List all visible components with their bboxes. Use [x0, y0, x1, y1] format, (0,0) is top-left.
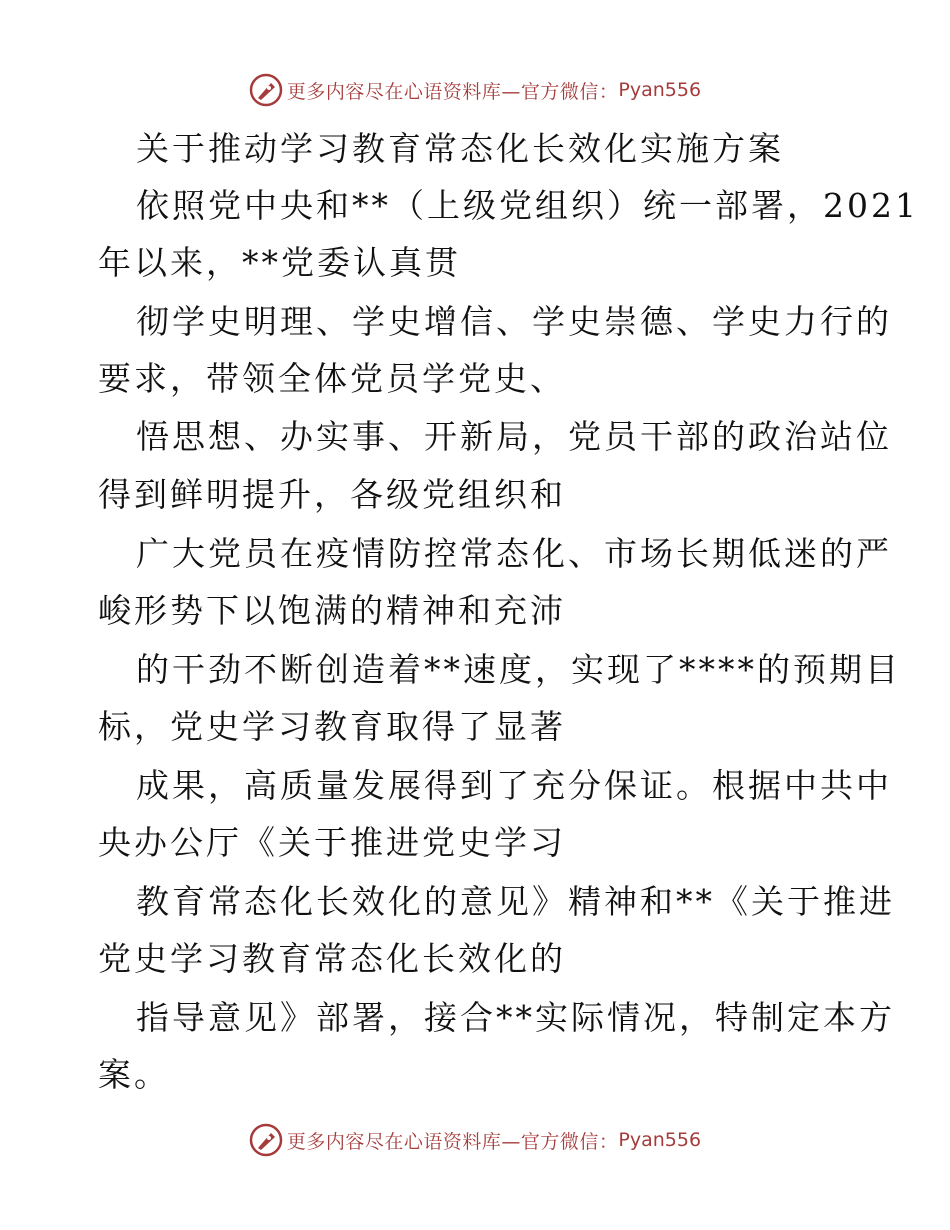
pen-nib-logo-icon	[249, 1123, 283, 1157]
body-line: 依照党中央和**（上级党组织）统一部署，2021	[136, 186, 919, 225]
body-line: 峻形势下以饱满的精神和充沛	[98, 591, 566, 630]
body-line: 标，党史学习教育取得了显著	[98, 707, 566, 746]
body-line: 指导意见》部署，接合**实际情况，特制定本方	[136, 998, 895, 1037]
header-watermark	[0, 70, 950, 110]
document-title: 关于推动学习教育常态化长效化实施方案	[136, 129, 784, 168]
watermark-text: 更多内容尽在心语资料库—官方微信：	[286, 80, 619, 103]
watermark-text: 更多内容尽在心语资料库—官方微信：	[286, 1130, 619, 1153]
body-line: 的干劲不断创造着**速度，实现了****的预期目	[136, 650, 901, 689]
watermark-account: Pyan556	[618, 1129, 702, 1151]
body-line: 案。	[98, 1055, 170, 1094]
body-line: 央办公厅《关于推进党史学习	[98, 823, 566, 862]
watermark-account: Pyan556	[618, 79, 702, 101]
body-line: 广大党员在疫情防控常态化、市场长期低迷的严	[136, 534, 892, 573]
body-line: 彻学史明理、学史增信、学史崇德、学史力行的	[136, 302, 892, 341]
body-line: 要求，带领全体党员学党史、	[98, 359, 566, 398]
body-line: 党史学习教育常态化长效化的	[98, 939, 566, 978]
footer-watermark	[0, 1120, 950, 1160]
body-line: 成果，高质量发展得到了充分保证。根据中共中	[136, 766, 892, 805]
body-line: 教育常态化长效化的意见》精神和**《关于推进	[136, 882, 895, 921]
body-line: 得到鲜明提升，各级党组织和	[98, 475, 566, 514]
pen-nib-logo-icon	[249, 73, 283, 107]
body-line: 悟思想、办实事、开新局，党员干部的政治站位	[136, 417, 892, 456]
body-line: 年以来，**党委认真贯	[98, 243, 461, 282]
